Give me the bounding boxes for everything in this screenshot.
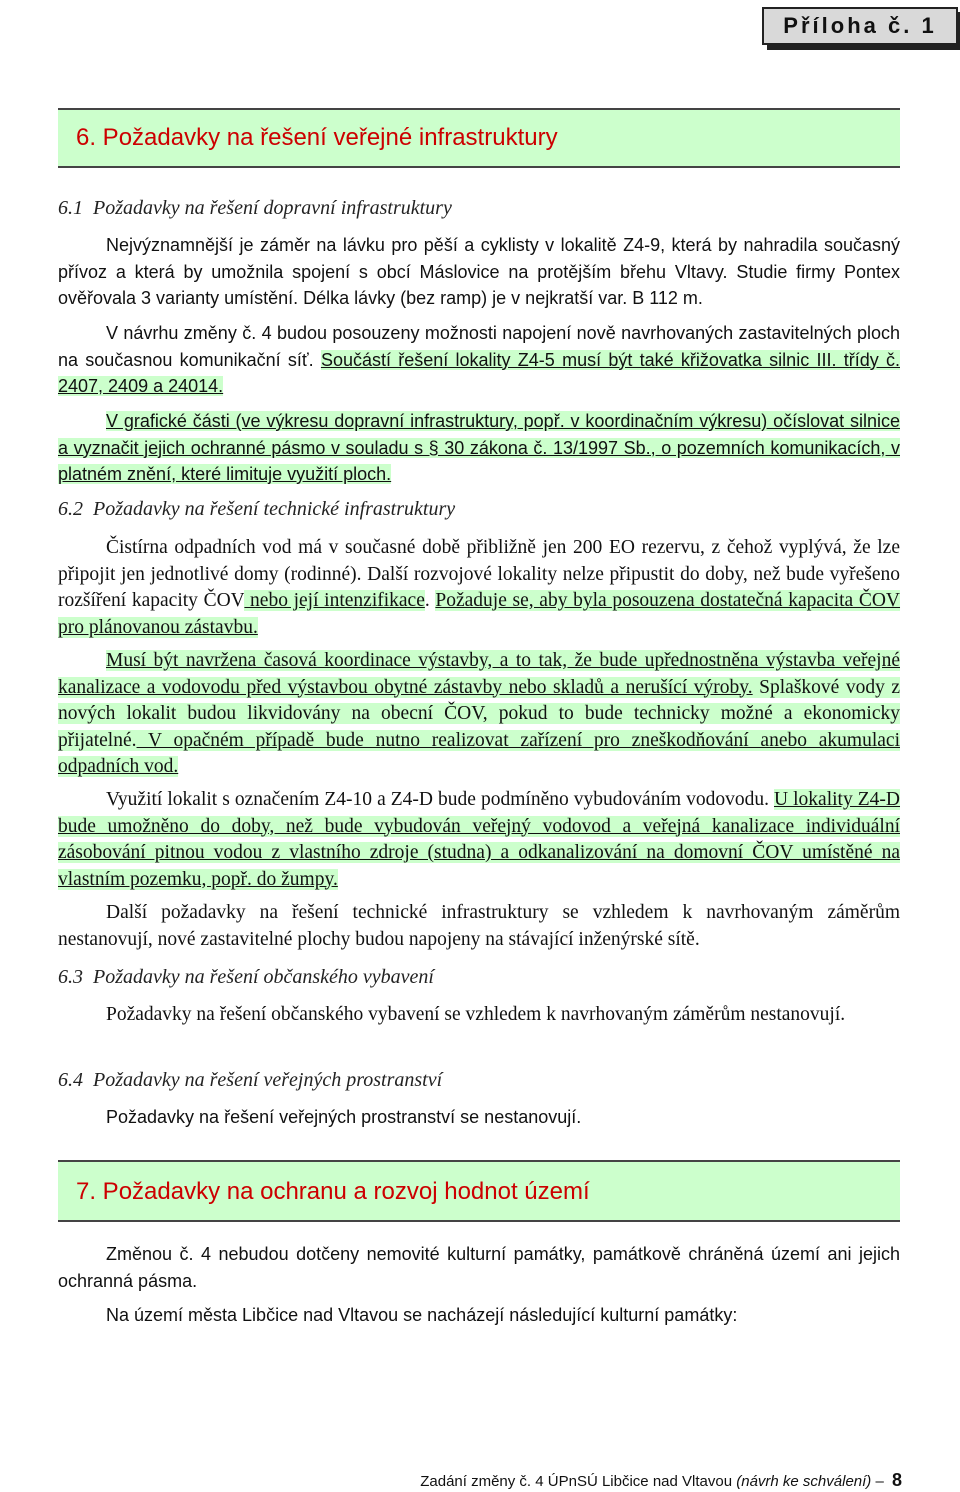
section-6-2-title: Požadavky na řešení technické infrastruktury [93,498,456,520]
chapter-7-title: 7. Požadavky na ochranu a rozvoj hodnot území [76,1178,590,1205]
section-6-1-number: 6.1 [58,197,83,219]
section-6-2-number: 6.2 [58,498,83,520]
paragraph-6-2-zarizeni-text: V opačném případě bude nutno realizovat zařízení pro zneškodňování anebo akumulaci odpadních vod. [58,729,900,777]
section-6-1-title: Požadavky na řešení dopravní infrastruktury [93,197,452,219]
page-footer [420,1470,902,1491]
section-6-1-heading [58,197,452,220]
chapter-7-heading [58,1160,900,1222]
section-6-4-number: 6.4 [58,1069,83,1091]
paragraph-6-2-vodovod-text: Využití lokalit s označením Z4-10 a Z4-D bude podmíněno vybudováním vodovodu. [106,789,769,810]
chapter-6-heading [58,108,900,168]
paragraph-6-1-krizovatka-text: Součástí řešení lokality Z4-5 musí být také křižovatka silnic III. třídy č. 2407, 2409 a 24014. [58,349,900,396]
paragraph-6-2-intenzifikace-text: nebo její intenzifikace [244,590,425,611]
paragraph-6-2-period: . [424,590,430,611]
paragraph-6-2-cov-text: Čistírna odpadních vod má v současné době přibližně jen 200 EO rezervu, z čehož vyplývá, že lze připojit jen jednotlivé domy (rodinné). [58,537,900,585]
paragraph-6-1-lavka-text: Nejvýznamnější je záměr na lávku pro pěší a cyklisty v lokalitě Z4-9, která by nahradila současný přívoz a která by umožnila spojení s obcí Máslovice na protějším břehu Vltavy. Studie firmy Pontex ověřovala 3 varianty umístění. Délka lávky (bez ramp) je v nejkratší var. B 112 m. [58,235,900,308]
paragraph-6-2-rozvoj-text: Další rozvojové lokality nelze připustit do doby, než bude vyřešeno rozšíření kapacity ČOV [58,563,901,611]
paragraph-6-1-napojeni [58,320,900,400]
paragraph-6-2-cov [58,535,900,641]
section-6-3-number: 6.3 [58,966,83,988]
paragraph-6-4-text: Požadavky na řešení veřejných prostranství se nestanovují. [106,1107,582,1127]
section-6-4-heading [58,1069,442,1092]
paragraph-7-seznam-uvod-text: Na území města Libčice nad Vltavou se nacházejí následující kulturní památky: [106,1305,738,1325]
paragraph-6-2-z4d-text: U lokality Z4-D bude umožněno do doby, než bude vybudován veřejný vodovod a veřejná kanalizace individuální zásobování pitnou vodou z vlastního zdroje (studna) a odkanalizování na domovní ČOV umístěné na vlastním pozemku, popř. do žumpy. [58,789,900,890]
section-6-2-heading [58,498,455,521]
paragraph-6-2-dalsi [58,900,900,953]
paragraph-6-3-text: Požadavky na řešení občanského vybavení se vzhledem k navrhovaným záměrům nestanovují. [106,1004,846,1025]
paragraph-6-1-napojeni-text: V návrhu změny č. 4 budou posouzeny možnosti napojení nově navrhovaných zastavitelných ploch na současnou komunikační síť. [58,323,900,370]
section-6-3-title: Požadavky na řešení občanského vybavení [93,966,434,988]
paragraph-6-1-graficka-cast [58,408,900,488]
section-6-3-heading [58,966,434,989]
paragraph-6-3 [58,1002,900,1029]
paragraph-7-pamatky [58,1241,900,1294]
paragraph-6-1-graficka-cast-text: V grafické části (ve výkresu dopravní infrastruktury, popř. v koordinačním výkresu) očíslovat silnice a vyznačit jejich ochranné pásmo v souladu s § 30 zákona č. 13/1997 Sb., o pozemních komunikacích, v platném znění, které limituje využití ploch. [58,411,900,484]
chapter-6-title: 6. Požadavky na řešení veřejné infrastruktury [76,124,558,151]
footer-dash: – [875,1473,884,1490]
section-6-4-title: Požadavky na řešení veřejných prostranství [93,1069,443,1091]
page-number: 8 [891,1470,902,1490]
footer-text: Zadání změny č. 4 ÚPnSÚ Libčice nad Vltavou [420,1473,733,1490]
paragraph-6-4 [58,1104,900,1131]
paragraph-6-2-dalsi-text: Další požadavky na řešení technické infrastruktury se vzhledem k navrhovaným záměrům nestanovují, nové zastavitelné plochy budou napojeny na stávající inženýrské sítě. [58,902,900,950]
paragraph-6-2-splaskove-text: Splaškové vody z nových lokalit budou likvidovány na obecní ČOV, pokud to bude technicky možné a ekonomicky přijatelné. [58,676,900,751]
footer-note: (návrh ke schválení) [736,1473,872,1490]
paragraph-7-pamatky-text: Změnou č. 4 nebudou dotčeny nemovité kulturní památky, památkově chráněná území ani jejich ochranná pásma. [58,1244,900,1291]
paragraph-6-2-koordinace-text: Musí být navržena časová koordinace výstavby, a to tak, že bude upřednostněna výstavba veřejné kanalizace a vodovodu před výstavbou obytné zástavby nebo skladů a nerušící výroby. [58,650,900,698]
appendix-label: Příloha č. 1 [762,7,958,45]
paragraph-7-seznam-uvod [58,1302,900,1329]
paragraph-6-2-kapacita-text: Požaduje se, aby byla posouzena dostatečná kapacita ČOV pro plánovanou zástavbu. [58,590,901,638]
paragraph-6-2-koordinace [58,648,900,781]
paragraph-6-1-lavka [58,232,900,312]
paragraph-6-2-vodovod [58,787,900,893]
